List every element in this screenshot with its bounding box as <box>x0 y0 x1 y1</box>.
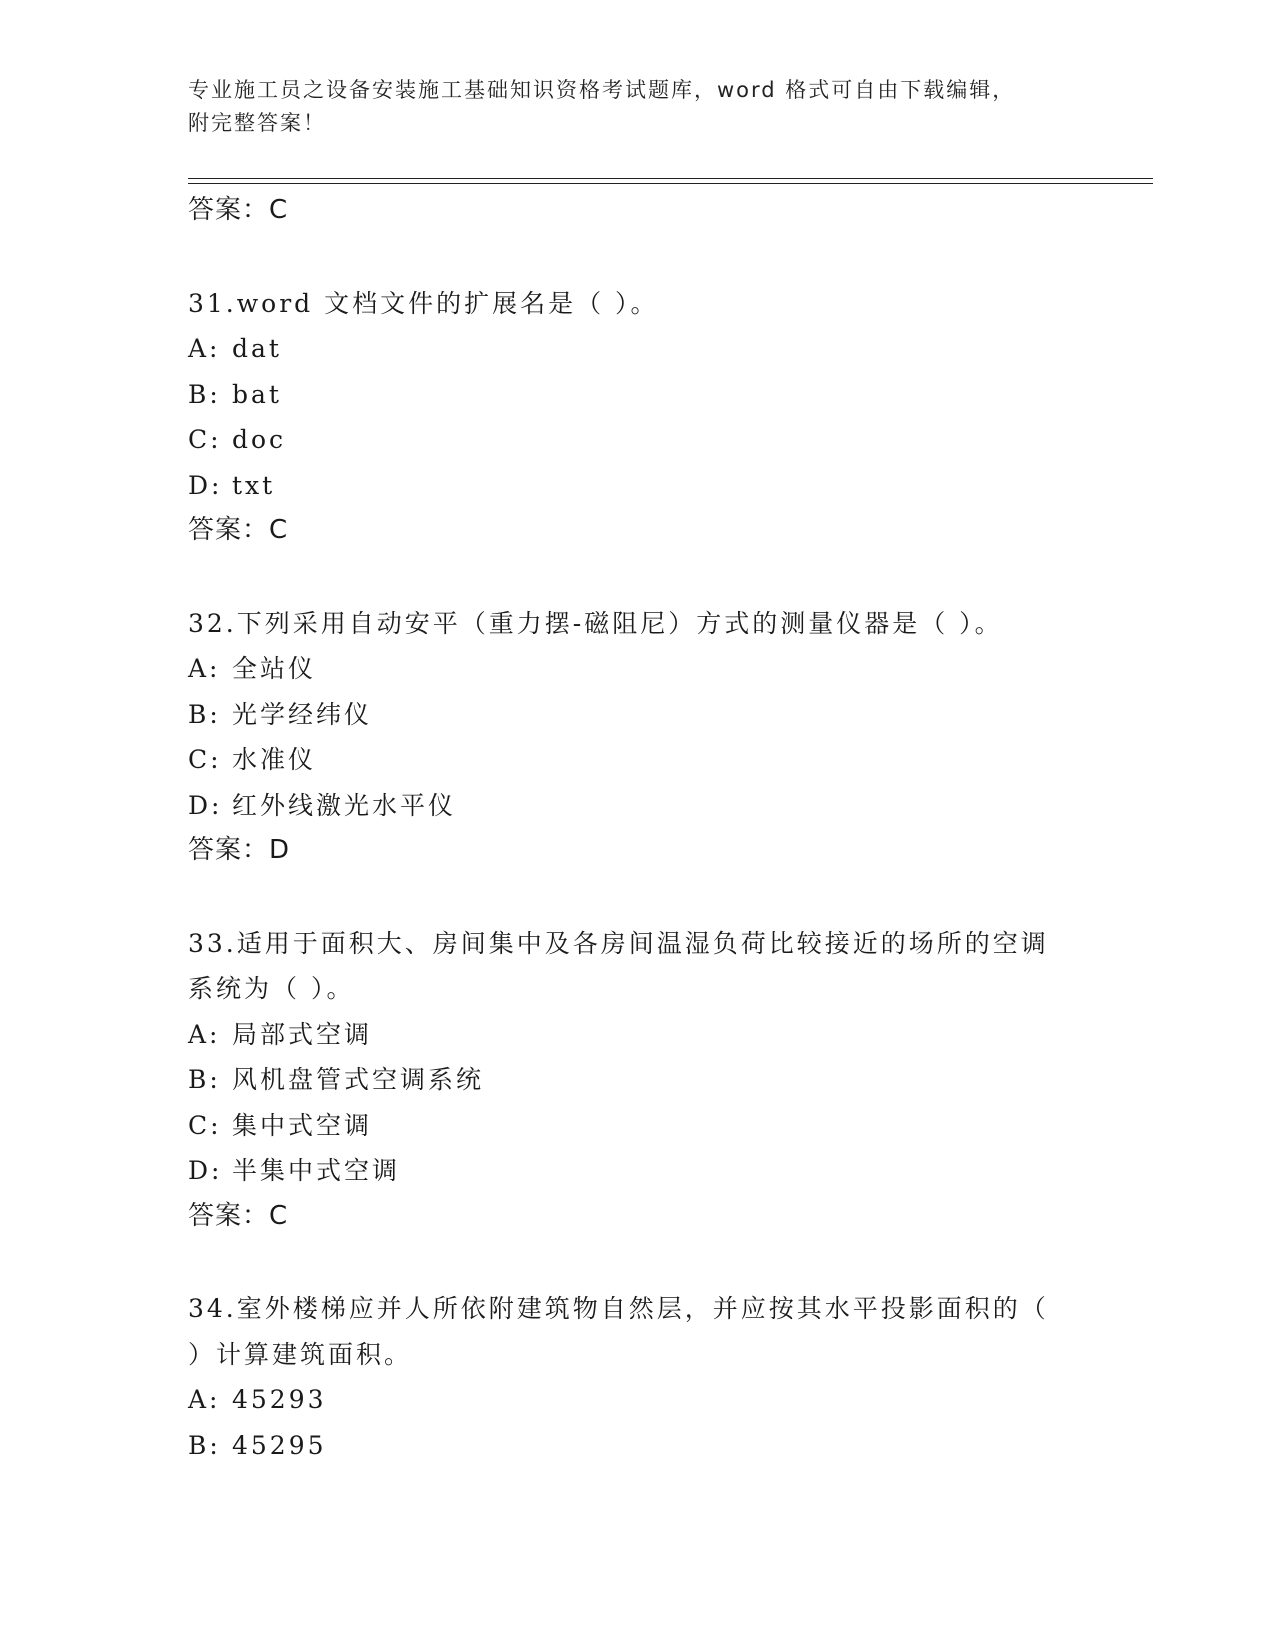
question-gap <box>188 1239 1088 1286</box>
question-text: 32.下列采用自动安平（重力摆-磁阻尼）方式的测量仪器是（ ）。 <box>188 608 1003 638</box>
answer-option <box>188 1148 1088 1194</box>
answer-key: 答案：D <box>188 835 291 865</box>
option-text: doc <box>232 425 287 454</box>
option-text: 红外线激光水平仪 <box>232 790 457 820</box>
option-text: 风机盘管式空调系统 <box>232 1065 485 1094</box>
option-text: 局部式空调 <box>232 1019 373 1049</box>
header-divider-bottom <box>188 183 1153 184</box>
option-label: C: <box>188 745 222 774</box>
option-label: B: <box>188 379 221 409</box>
answer-key: 答案：C <box>188 1200 289 1231</box>
answer-option <box>188 417 1088 463</box>
option-text: 45295 <box>232 1430 327 1460</box>
questions-container <box>188 234 1088 1469</box>
header-line-2: 附完整答案！ <box>188 111 326 135</box>
answer-option <box>188 783 1088 829</box>
option-text: 45293 <box>232 1385 327 1414</box>
document-header <box>188 74 1088 140</box>
option-label: D: <box>188 790 223 820</box>
option-text: 半集中式空调 <box>232 1156 401 1185</box>
option-label: A: <box>188 654 221 683</box>
question-block <box>188 1286 1088 1468</box>
answer-option <box>188 1012 1088 1058</box>
option-text: txt <box>232 470 276 500</box>
answer-option <box>188 1423 1088 1469</box>
answer-option <box>188 1377 1088 1423</box>
answer-option <box>188 326 1088 372</box>
answer-option <box>188 463 1088 509</box>
question-text: 33.适用于面积大、房间集中及各房间温湿负荷比较接近的场所的空调 <box>188 928 1049 958</box>
question-gap <box>188 234 1088 281</box>
option-label: A: <box>188 334 221 363</box>
header-line-1: 专业施工员之设备安装施工基础知识资格考试题库，word 格式可自由下载编辑， <box>188 78 1016 102</box>
option-label: B: <box>188 1430 221 1460</box>
question-text: 系统为（ ）。 <box>188 974 355 1003</box>
option-text: bat <box>232 379 282 409</box>
answer-option <box>188 1057 1088 1103</box>
question-gap <box>188 554 1088 601</box>
option-label: D: <box>188 1156 223 1185</box>
option-label: D: <box>188 470 223 500</box>
option-label: B: <box>188 699 221 729</box>
option-text: 全站仪 <box>232 654 317 683</box>
option-label: B: <box>188 1065 221 1094</box>
question-list <box>188 188 1088 1468</box>
option-label: A: <box>188 1019 221 1049</box>
question-block <box>188 601 1088 874</box>
answer-option <box>188 372 1088 418</box>
option-text: 光学经纬仪 <box>232 699 373 729</box>
answer-option <box>188 1103 1088 1149</box>
previous-answer: 答案：C <box>188 195 289 225</box>
answer-key: 答案：C <box>188 515 289 545</box>
option-label: A: <box>188 1385 221 1414</box>
answer-option <box>188 646 1088 692</box>
option-text: 水准仪 <box>232 745 317 774</box>
question-text: 34.室外楼梯应并人所依附建筑物自然层，并应按其水平投影面积的（ <box>188 1294 1049 1323</box>
option-label: C: <box>188 425 222 454</box>
answer-option <box>188 737 1088 783</box>
question-block <box>188 281 1088 554</box>
header-divider-top <box>188 178 1153 179</box>
option-text: dat <box>232 334 282 363</box>
option-label: C: <box>188 1110 222 1140</box>
question-text: 31.word 文档文件的扩展名是（ ）。 <box>188 288 659 318</box>
answer-option <box>188 692 1088 738</box>
question-text: ）计算建筑面积。 <box>188 1339 413 1369</box>
question-block <box>188 921 1088 1240</box>
option-text: 集中式空调 <box>232 1110 373 1140</box>
question-gap <box>188 874 1088 921</box>
